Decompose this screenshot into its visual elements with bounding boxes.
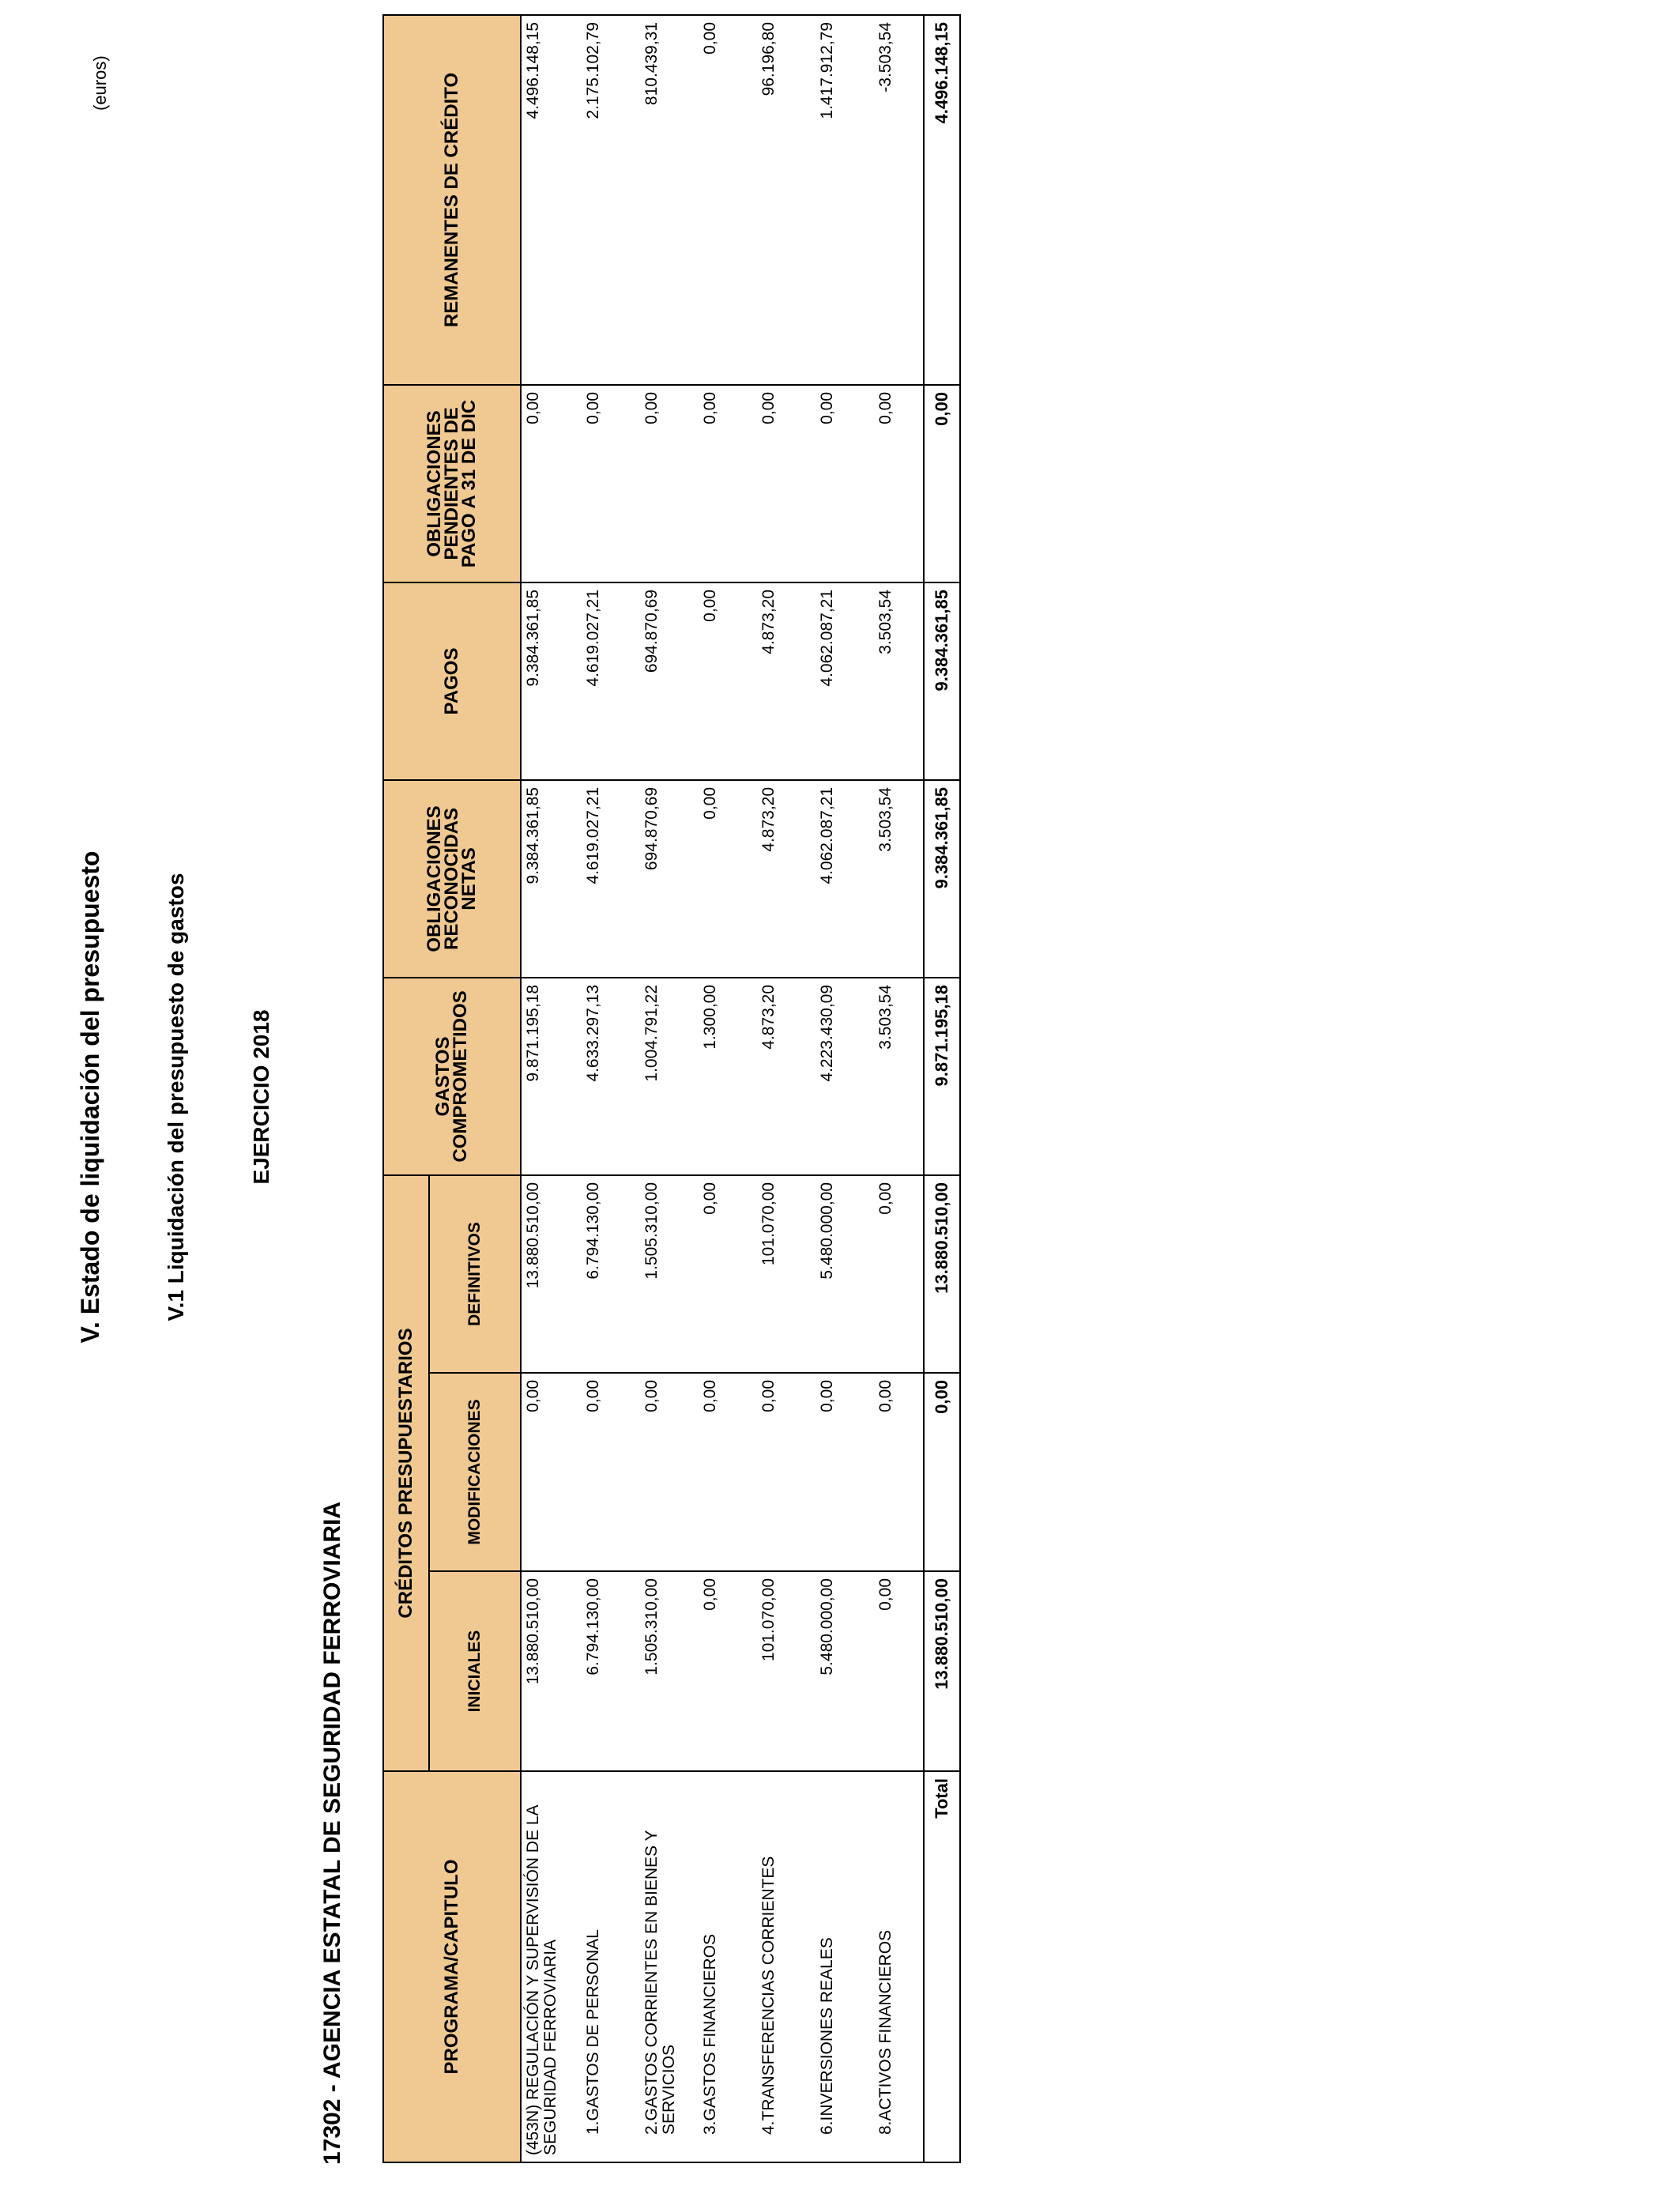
cell-pagos: 4.873,20 [748,582,806,780]
row-label: 4.TRANSFERENCIAS CORRIENTES [748,1771,806,2162]
cell-pendientes: 0,00 [748,385,806,582]
cell-gastos: 4.633.297,13 [572,978,631,1175]
cell-pagos: 694.870,69 [631,582,689,780]
cell-obligaciones: 0,00 [689,780,748,978]
cell-iniciales: 101.070,00 [748,1571,806,1771]
cell-iniciales: 0,00 [689,1571,748,1771]
total-modificaciones: 0,00 [924,1373,960,1571]
cell-modificaciones: 0,00 [631,1373,689,1571]
cell-pagos: 4.062.087,21 [806,582,864,780]
col-header-gastos: GASTOS COMPROMETIDOS [383,978,521,1175]
document-title: V. Estado de liquidación del presupuesto [76,850,104,1344]
row-label: 3.GASTOS FINANCIEROS [689,1771,748,2162]
cell-obligaciones: 4.873,20 [748,780,806,978]
cell-modificaciones: 0,00 [864,1373,924,1571]
cell-definitivos: 6.794.130,00 [572,1175,631,1373]
cell-gastos: 1.004.791,22 [631,978,689,1175]
row-label: 8.ACTIVOS FINANCIEROS [864,1771,924,2162]
cell-modificaciones: 0,00 [521,1373,572,1571]
total-definitivos: 13.880.510,00 [924,1175,960,1373]
cell-remanentes: 0,00 [689,15,748,385]
header-row-group [383,15,429,2162]
cell-definitivos: 0,00 [689,1175,748,1373]
table-row [572,15,631,2162]
col-group-creditos: CRÉDITOS PRESUPUESTARIOS [383,1175,429,1771]
col-header-remanentes: REMANENTES DE CRÉDITO [383,15,521,385]
cell-iniciales: 0,00 [864,1571,924,1771]
total-row [924,15,960,2162]
cell-pendientes: 0,00 [689,385,748,582]
table-row [864,15,924,2162]
budget-execution-table [382,14,961,2163]
row-label: 2.GASTOS CORRIENTES EN BIENES Y SERVICIOS [631,1771,689,2162]
col-header-obligaciones: OBLIGACIONES RECONOCIDAS NETAS [383,780,521,978]
total-pagos: 9.384.361,85 [924,582,960,780]
cell-pendientes: 0,00 [864,385,924,582]
row-label: 1.GASTOS DE PERSONAL [572,1771,631,2162]
cell-pendientes: 0,00 [521,385,572,582]
cell-obligaciones: 4.062.087,21 [806,780,864,978]
cell-pendientes: 0,00 [806,385,864,582]
cell-remanentes: 810.439,31 [631,15,689,385]
cell-pagos: 4.619.027,21 [572,582,631,780]
cell-pendientes: 0,00 [572,385,631,582]
cell-remanentes: 1.417.912,79 [806,15,864,385]
cell-gastos: 1.300,00 [689,978,748,1175]
table-row [631,15,689,2162]
cell-pagos: 9.384.361,85 [521,582,572,780]
cell-gastos: 4.223.430,09 [806,978,864,1175]
entity-name: 17302 - AGENCIA ESTATAL DE SEGURIDAD FERROVIARIA [319,1501,345,2165]
cell-pagos: 0,00 [689,582,748,780]
col-header-programa: PROGRAMA/CAPITULO [383,1771,521,2162]
cell-pagos: 3.503,54 [864,582,924,780]
cell-modificaciones: 0,00 [572,1373,631,1571]
cell-iniciales: 13.880.510,00 [521,1571,572,1771]
table-row [521,15,572,2162]
cell-definitivos: 0,00 [864,1175,924,1373]
total-iniciales: 13.880.510,00 [924,1571,960,1771]
cell-definitivos: 1.505.310,00 [631,1175,689,1373]
cell-modificaciones: 0,00 [689,1373,748,1571]
total-pendientes: 0,00 [924,385,960,582]
col-header-pendientes: OBLIGACIONES PENDIENTES DE PAGO A 31 DE DIC [383,385,521,582]
total-obligaciones: 9.384.361,85 [924,780,960,978]
cell-definitivos: 5.480.000,00 [806,1175,864,1373]
cell-gastos: 9.871.195,18 [521,978,572,1175]
cell-obligaciones: 4.619.027,21 [572,780,631,978]
cell-remanentes: 2.175.102,79 [572,15,631,385]
cell-iniciales: 1.505.310,00 [631,1571,689,1771]
cell-modificaciones: 0,00 [806,1373,864,1571]
total-gastos: 9.871.195,18 [924,978,960,1175]
cell-remanentes: -3.503,54 [864,15,924,385]
currency-units: (euros) [90,55,110,111]
table-row [748,15,806,2162]
col-header-definitivos: DEFINITIVOS [429,1175,521,1373]
cell-obligaciones: 9.384.361,85 [521,780,572,978]
col-header-pagos: PAGOS [383,582,521,780]
cell-obligaciones: 3.503,54 [864,780,924,978]
total-label: Total [924,1771,960,2162]
cell-definitivos: 101.070,00 [748,1175,806,1373]
cell-gastos: 4.873,20 [748,978,806,1175]
total-remanentes: 4.496.148,15 [924,15,960,385]
col-header-modificaciones: MODIFICACIONES [429,1373,521,1571]
cell-definitivos: 13.880.510,00 [521,1175,572,1373]
col-header-iniciales: INICIALES [429,1571,521,1771]
cell-modificaciones: 0,00 [748,1373,806,1571]
document-subtitle: V.1 Liquidación del presupuesto de gastos [164,873,188,1321]
cell-iniciales: 5.480.000,00 [806,1571,864,1771]
table-row [689,15,748,2162]
table-row [806,15,864,2162]
cell-pendientes: 0,00 [631,385,689,582]
cell-remanentes: 96.196,80 [748,15,806,385]
row-label: 6.INVERSIONES REALES [806,1771,864,2162]
cell-obligaciones: 694.870,69 [631,780,689,978]
cell-iniciales: 6.794.130,00 [572,1571,631,1771]
cell-remanentes: 4.496.148,15 [521,15,572,385]
exercise-year: EJERCICIO 2018 [249,1009,273,1185]
cell-gastos: 3.503,54 [864,978,924,1175]
row-label: (453N) REGULACIÓN Y SUPERVISIÓN DE LA SEGURIDAD FERROVIARIA [521,1771,572,2162]
